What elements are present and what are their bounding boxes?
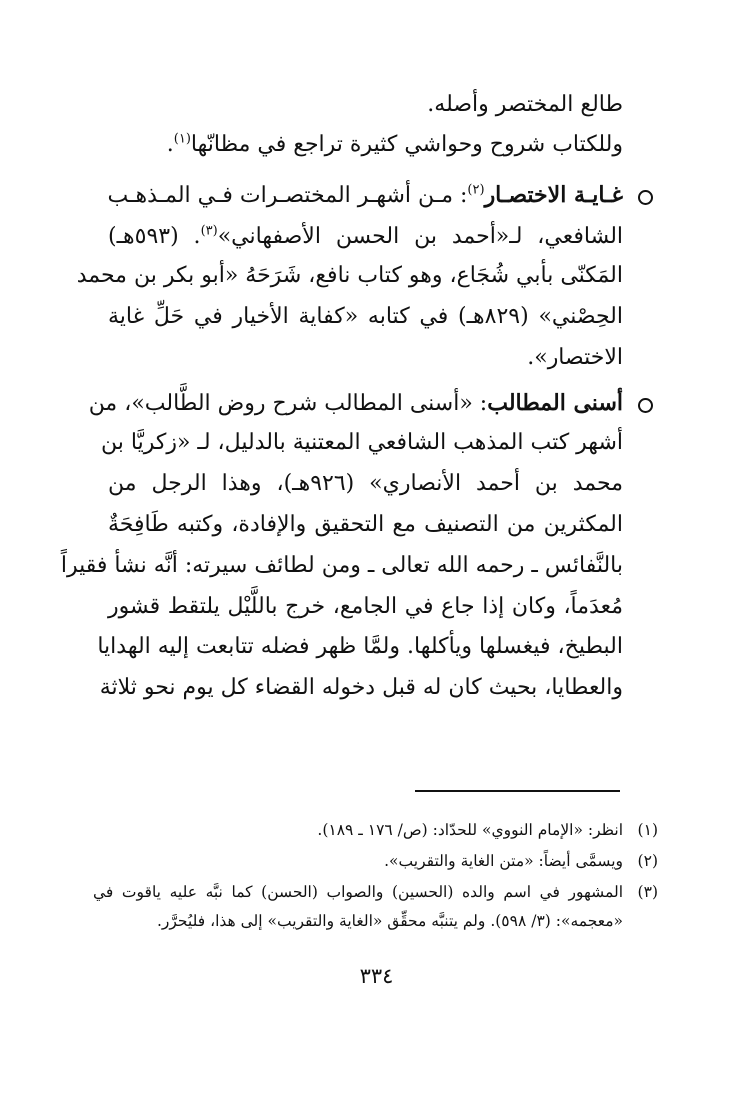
- entry1-text-1: : مـن أشهـر المختصـرات فـي المـذهـب: [107, 183, 468, 208]
- footnote-text-2: ويسمَّى أيضاً: «متن الغاية والتقريب».: [384, 852, 623, 870]
- entry2-line-1: [88, 388, 623, 419]
- entry1-text-3: المَكنّى بأبي شُجَاع، وهو كتاب نافع، شَرَحَهُ «أبو بكر بن محمد: [76, 263, 623, 288]
- entry2-line-8: [99, 673, 623, 703]
- footnote-text-3b: «معجمه»: (٣/ ٥٩٨). ولم يتنبَّه محقِّق «الغاية والتقريب» إلى هذا، فليُحرَّر.: [156, 912, 623, 930]
- entry2-text-3: محمد بن أحمد الأنصاري» (٩٢٦هـ)، وهذا الرجل من: [108, 471, 623, 496]
- footnote-text-3: [93, 880, 623, 904]
- entry1-text-2: الشافعي، لـ«أحمد بن الحسن الأصفهاني»: [217, 224, 624, 249]
- footnote-number-2: (٢): [637, 852, 658, 870]
- footnote-number-1: (١): [637, 821, 658, 839]
- intro-line-2: [167, 130, 623, 160]
- entry2-text-6: مُعدَماً، وكان إذا جاع في الجامع، خرج باللَّيْل يلتقط قشور: [108, 594, 623, 619]
- entry1-line-2: [108, 222, 623, 252]
- entry1-title: غـايـة الاختصـار: [484, 182, 623, 208]
- bullet-icon: [638, 190, 653, 205]
- entry1-line-3: [76, 261, 623, 291]
- entry2-line-4: [108, 510, 623, 540]
- footnote-separator: [415, 790, 620, 792]
- entry2-text-8: والعطايا، بحيث كان له قبل دخوله القضاء كل يوم نحو ثلاثة: [99, 675, 623, 700]
- entry2-line-7: [97, 632, 623, 662]
- entry1-line-5: [527, 343, 623, 373]
- entry1-text-4: الحِصْني» (٨٢٩هـ) في كتابه «كفاية الأخيار في حَلِّ غاية: [108, 304, 623, 329]
- entry1-line-1: [108, 180, 623, 211]
- entry1-line-4: [108, 302, 623, 332]
- entry2-line-5: [60, 551, 623, 581]
- entry2-text-5: بالنَّفائس ـ رحمه الله تعالى ـ ومن لطائف سيرته: أنَّه نشأ فقيراً: [60, 553, 623, 578]
- footnote-ref-2[interactable]: (٢): [467, 182, 485, 198]
- entry2-text-7: البطيخ، فيغسلها ويأكلها. ولمَّا ظهر فضله تتابعت إليه الهدايا: [97, 634, 623, 659]
- footnote-number-3: (٣): [637, 883, 658, 901]
- entry2-text-1: : «أسنى المطالب شرح روض الطَّالب»، من: [88, 391, 488, 416]
- footnote-ref-3[interactable]: (٣): [200, 223, 218, 239]
- entry2-line-2: [101, 428, 623, 458]
- entry2-line-6: [108, 592, 623, 622]
- entry1-text-5: الاختصار».: [527, 345, 623, 370]
- intro-text-1: طالع المختصر وأصله.: [427, 92, 623, 117]
- intro-text-2: وللكتاب شروح وحواشي كثيرة تراجع في مظانّها: [190, 132, 623, 157]
- footnote-text-3-line-1: المشهور في اسم والده (الحسين) والصواب (الحسن) كما نبَّه عليه ياقوت في: [93, 883, 623, 901]
- intro-text-2-end: .: [166, 132, 174, 157]
- entry2-title: أسنى المطالب: [487, 390, 623, 416]
- entry2-text-4: المكثرين من التصنيف مع التحقيق والإفادة، وكتبه طَافِحَةٌ: [108, 512, 623, 537]
- footnote-text-1: انظر: «الإمام النووي» للحدّاد: (ص/ ١٧٦ ـ ١٨٩).: [317, 821, 623, 839]
- footnote-ref-1[interactable]: (١): [173, 131, 191, 147]
- entry1-text-2-end: . (٥٩٣هـ): [108, 224, 201, 249]
- intro-line-1: [427, 90, 623, 120]
- entry2-line-3: [108, 469, 623, 499]
- bullet-icon: [638, 398, 653, 413]
- entry2-text-2: أشهر كتب المذهب الشافعي المعتنية بالدليل، لـ «زكريَّا بن: [101, 430, 623, 455]
- page-number: ٣٣٤: [359, 964, 394, 988]
